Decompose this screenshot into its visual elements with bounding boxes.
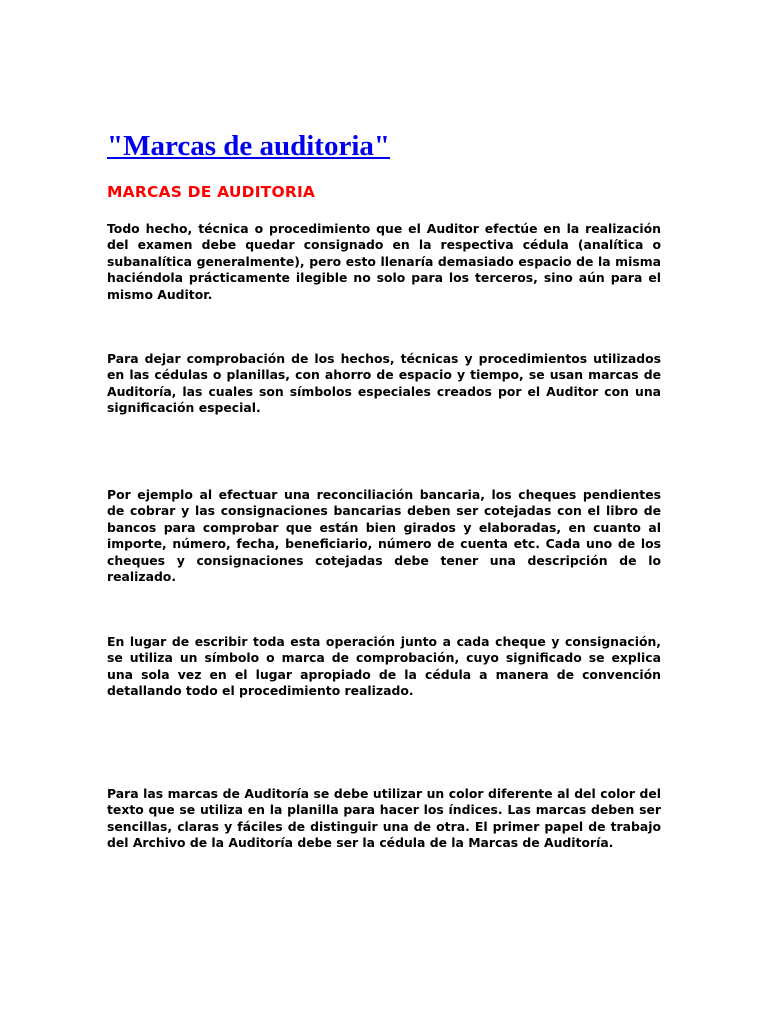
paragraph-4: En lugar de escribir toda esta operación junto a cada cheque y consignación, se utiliza un símbolo o marca de comprobación, cuyo significado se explica una sola vez en el lugar apropiado de la cédula a manera de convención detallando todo el procedimiento realizado. xyxy=(107,634,661,699)
paragraph-3: Por ejemplo al efectuar una reconciliación bancaria, los cheques pendientes de cobrar y las consignaciones bancarias deben ser cotejadas con el libro de bancos para comprobar que están bien girados y elaboradas, en cuanto al importe, número, fecha, beneficiario, número de cuenta etc. Cada uno de los cheques y consignaciones cotejadas debe tener una descripción de lo realizado. xyxy=(107,487,661,585)
paragraph-2: Para dejar comprobación de los hechos, técnicas y procedimientos utilizados en las cédulas o planillas, con ahorro de espacio y tiempo, se usan marcas de Auditoría, las cuales son símbolos especiales creados por el Auditor con una significación especial. xyxy=(107,351,661,416)
paragraph-5: Para las marcas de Auditoría se debe utilizar un color diferente al del color del texto que se utiliza en la planilla para hacer los índices. Las marcas deben ser sencillas, claras y fáciles de distinguir una de otra. El primer papel de trabajo del Archivo de la Auditoría debe ser la cédula de la Marcas de Auditoría. xyxy=(107,786,661,851)
page-title-link[interactable]: "Marcas de auditoria" xyxy=(107,130,390,162)
section-heading: MARCAS DE AUDITORIA xyxy=(107,183,316,201)
paragraph-1: Todo hecho, técnica o procedimiento que el Auditor efectúe en la realización del examen debe quedar consignado en la respectiva cédula (analítica o subanalítica generalmente), pero esto llenaría demasiado espacio de la misma haciéndola prácticamente ilegible no solo para los terceros, sino aún para el mismo Auditor. xyxy=(107,221,661,302)
